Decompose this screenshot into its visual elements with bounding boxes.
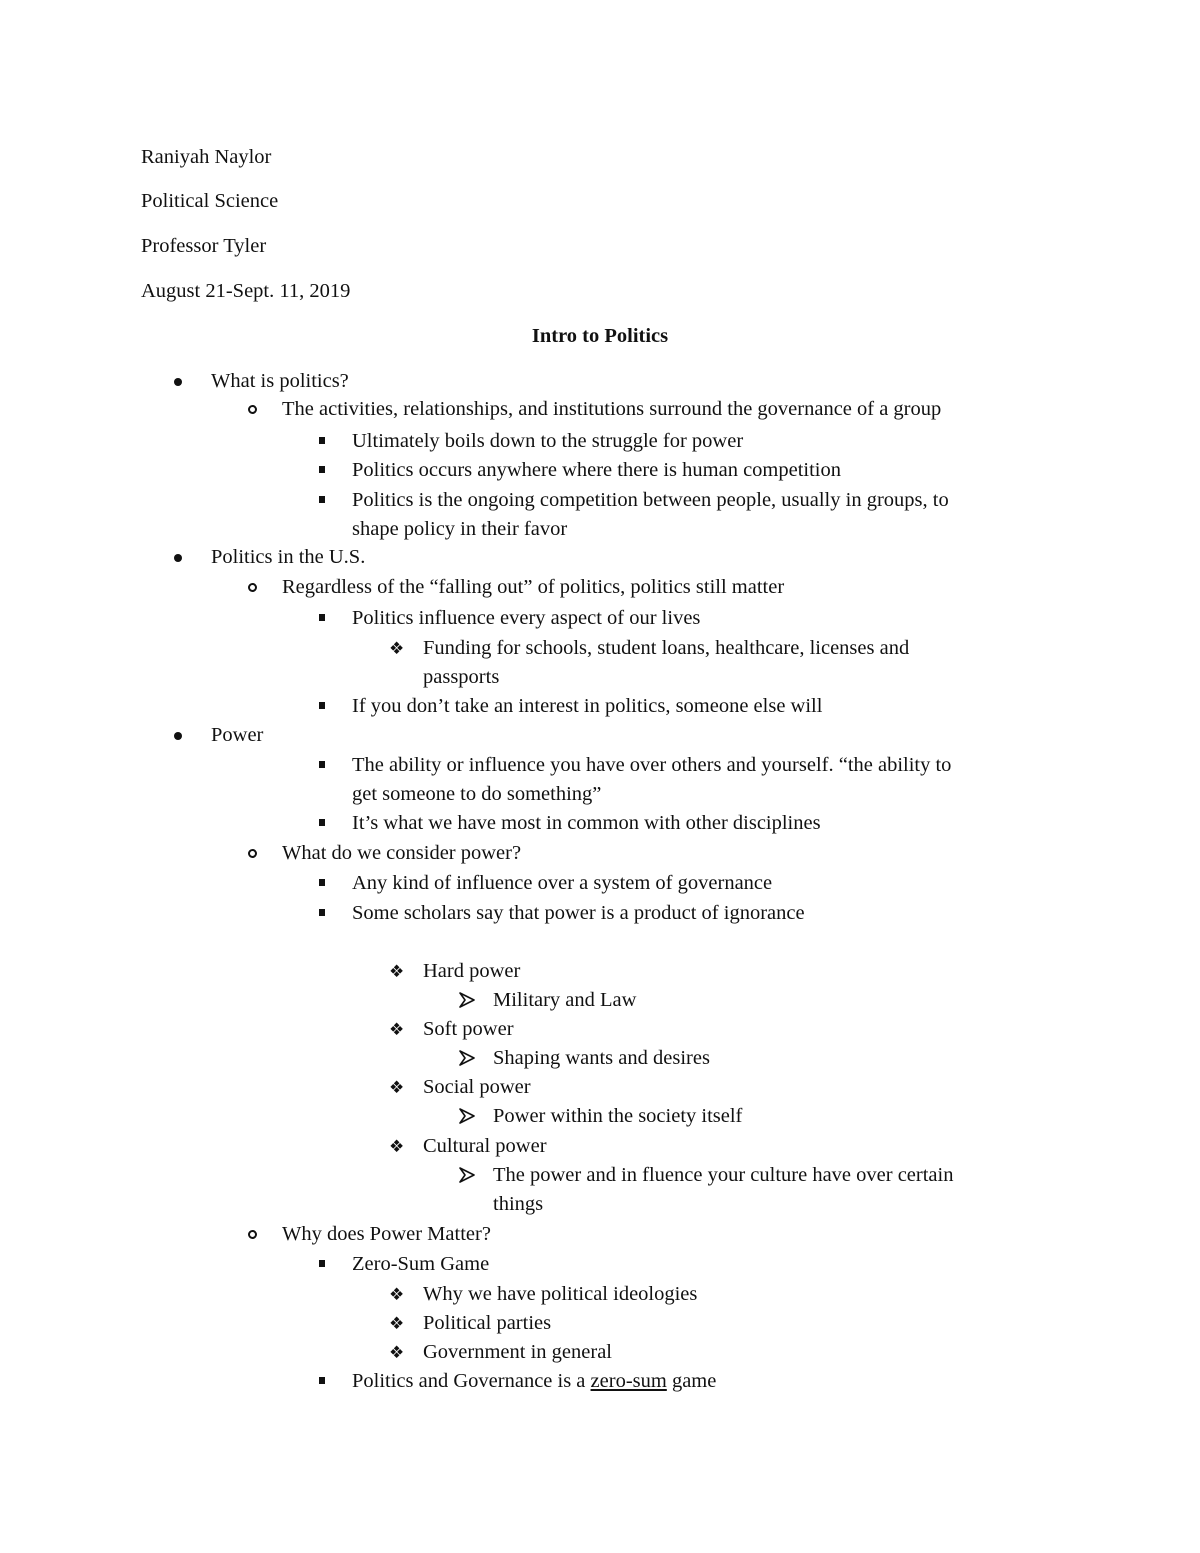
outline-item <box>282 573 784 602</box>
outline-text: The activities, relationships, and institutions surround the governance of a group <box>282 398 942 420</box>
outline-text: Hard power <box>423 960 521 982</box>
outline-item <box>389 634 910 692</box>
outline-text: Power within the society itself <box>493 1105 743 1127</box>
outline-item <box>352 692 822 721</box>
outline-text-line: The power and in fluence your culture have over certain <box>493 1164 954 1186</box>
bullet-diamond-icon: ❖ <box>389 1078 405 1097</box>
outline-text-line: Politics is the ongoing competition between people, usually in groups, to <box>352 489 949 511</box>
outline-text: Social power <box>423 1076 531 1098</box>
outline-item <box>493 1161 953 1219</box>
outline-text-line: The ability or influence you have over others and yourself. “the ability to <box>352 754 952 776</box>
outline-item <box>389 1132 547 1161</box>
outline-text: What is politics? <box>211 370 349 392</box>
outline-item <box>352 899 805 928</box>
outline-text: Why does Power Matter? <box>282 1223 491 1245</box>
outline-text: Shaping wants and desires <box>493 1047 710 1069</box>
outline-item <box>389 1280 698 1309</box>
date-range: August 21-Sept. 11, 2019 <box>141 280 351 302</box>
outline-item <box>211 367 349 396</box>
outline-text: Politics in the U.S. <box>211 546 366 568</box>
bullet-dot-icon <box>174 721 198 750</box>
outline-text-line: shape policy in their favor <box>352 518 568 540</box>
author-name: Raniyah Naylor <box>141 146 272 168</box>
outline-text-line: passports <box>423 666 500 688</box>
bullet-diamond-icon: ❖ <box>389 1020 405 1039</box>
outline-text: It’s what we have most in common with other disciplines <box>352 812 821 834</box>
outline-text: What do we consider power? <box>282 842 522 864</box>
bullet-square-icon <box>319 899 343 928</box>
outline-item <box>389 1015 514 1044</box>
outline-item <box>493 986 636 1015</box>
outline-text-line: things <box>493 1193 544 1215</box>
underlined-term: zero-sum <box>590 1370 667 1392</box>
bullet-square-icon <box>319 427 343 456</box>
bullet-diamond-icon: ❖ <box>389 1343 405 1362</box>
outline-text-line: get someone to do something” <box>352 783 602 805</box>
bullet-dot-icon <box>174 543 198 572</box>
outline-text-suffix: game <box>666 1370 717 1392</box>
outline-item <box>211 721 263 750</box>
bullet-diamond-icon: ❖ <box>389 1314 405 1333</box>
outline-text: Power <box>211 724 264 746</box>
outline-item <box>352 604 700 633</box>
outline-text: Soft power <box>423 1018 514 1040</box>
outline-text: Any kind of influence over a system of governance <box>352 872 773 894</box>
outline-item <box>352 1367 716 1396</box>
outline-text-prefix: Politics and Governance is a <box>352 1370 591 1392</box>
bullet-square-icon <box>319 1367 343 1396</box>
outline-item <box>493 1044 710 1073</box>
bullet-dot-icon <box>174 367 198 396</box>
bullet-arrowhead-icon <box>459 1044 483 1073</box>
outline-item <box>282 395 941 424</box>
bullet-diamond-icon: ❖ <box>389 962 405 981</box>
outline-text-line: Funding for schools, student loans, healthcare, licenses and <box>423 637 910 659</box>
outline-text: Some scholars say that power is a product of ignorance <box>352 902 805 924</box>
outline-item <box>282 1220 491 1249</box>
bullet-square-icon <box>319 486 343 515</box>
outline-item <box>493 1102 742 1131</box>
outline-item <box>352 1250 489 1279</box>
bullet-diamond-icon: ❖ <box>389 1137 405 1156</box>
outline-item <box>282 839 521 868</box>
outline-item <box>352 427 743 456</box>
bullet-square-icon <box>319 456 343 485</box>
bullet-arrowhead-icon <box>459 1102 483 1131</box>
outline-item <box>352 809 821 838</box>
bullet-square-icon <box>319 692 343 721</box>
course-name: Political Science <box>141 190 279 212</box>
bullet-square-icon <box>319 809 343 838</box>
bullet-diamond-icon: ❖ <box>389 639 405 658</box>
page-title: Intro to Politics <box>531 325 669 347</box>
outline-item <box>352 751 951 809</box>
outline-text: Zero-Sum Game <box>352 1253 490 1275</box>
outline-item <box>352 486 949 544</box>
bullet-square-icon <box>319 1250 343 1279</box>
bullet-circle-icon <box>248 839 272 868</box>
outline-item <box>352 869 772 898</box>
outline-text: Politics influence every aspect of our lives <box>352 607 701 629</box>
outline-item <box>389 1309 552 1338</box>
outline-item <box>389 957 521 986</box>
outline-item <box>389 1073 531 1102</box>
outline-text: Political parties <box>423 1312 552 1334</box>
bullet-arrowhead-icon <box>459 986 483 1015</box>
bullet-square-icon <box>319 604 343 633</box>
bullet-circle-icon <box>248 395 272 424</box>
outline-text: Regardless of the “falling out” of politics, politics still matter <box>282 576 785 598</box>
outline-item <box>211 543 365 572</box>
outline-text <box>352 1367 716 1396</box>
bullet-circle-icon <box>248 573 272 602</box>
outline-text: Politics occurs anywhere where there is human competition <box>352 459 842 481</box>
outline-text: Government in general <box>423 1341 612 1363</box>
outline-text: Why we have political ideologies <box>423 1283 698 1305</box>
outline-text: Military and Law <box>493 989 637 1011</box>
outline-item <box>389 1338 612 1367</box>
outline-item <box>352 456 841 485</box>
professor-name: Professor Tyler <box>141 235 267 257</box>
bullet-square-icon <box>319 751 343 780</box>
bullet-circle-icon <box>248 1220 272 1249</box>
outline-text: Ultimately boils down to the struggle for power <box>352 430 744 452</box>
bullet-square-icon <box>319 869 343 898</box>
outline-text: Cultural power <box>423 1135 547 1157</box>
bullet-diamond-icon: ❖ <box>389 1285 405 1304</box>
bullet-arrowhead-icon <box>459 1161 483 1190</box>
outline-text: If you don’t take an interest in politics, someone else will <box>352 695 823 717</box>
